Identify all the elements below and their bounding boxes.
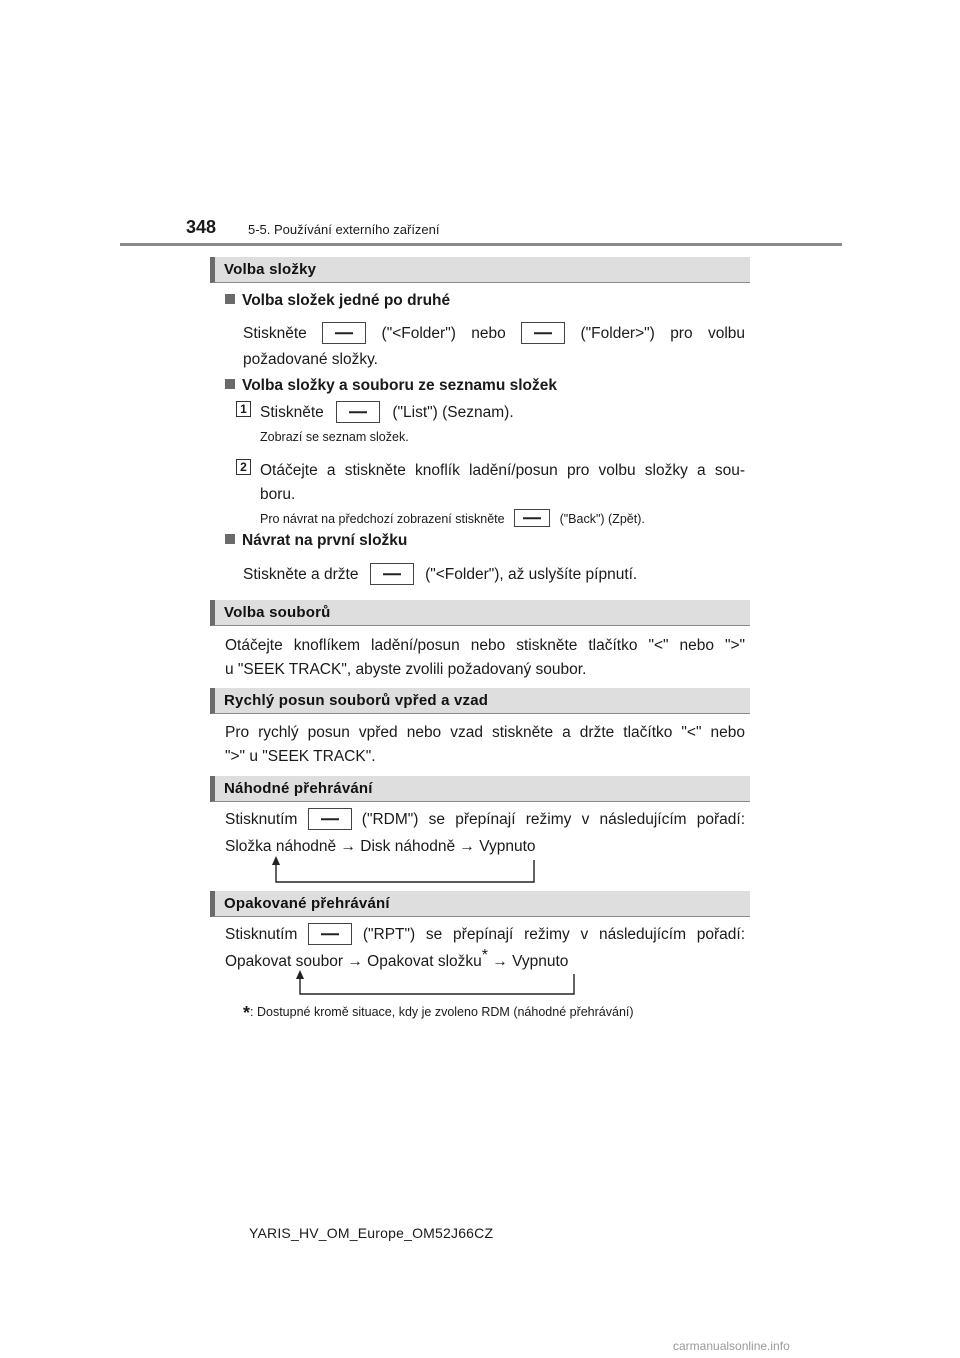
footnote: *: Dostupné kromě situace, kdy je zvoleno RDM (náhodné přehrávání) bbox=[243, 1003, 634, 1023]
paragraph-navrat: Stiskněte a držte ("<Folder"), až uslyšíte pípnutí. bbox=[243, 563, 637, 587]
square-bullet-icon bbox=[225, 294, 235, 304]
arrow-right-icon: → bbox=[459, 838, 475, 855]
section-bar-rychly-posun bbox=[210, 688, 750, 714]
page-number: 348 bbox=[186, 217, 217, 237]
header-rule bbox=[120, 243, 842, 246]
section-bar-opakovane bbox=[210, 891, 750, 917]
arrow-right-icon: → bbox=[347, 953, 363, 970]
footnote-marker: * bbox=[481, 946, 488, 964]
cycle-loop-arrow-icon bbox=[266, 856, 541, 886]
step-2-line-1: Otáčejte a stiskněte knoflík ladění/posun pro volbu složky a sou- bbox=[260, 462, 745, 479]
section-title: Náhodné přehrávání bbox=[224, 780, 373, 797]
paragraph-opakovane: Stisknutím ("RPT") se přepínají režimy v následujícím pořadí: bbox=[225, 923, 745, 947]
section-path: 5-5. Používání externího zařízení bbox=[248, 222, 440, 237]
sequence-opakovane: Opakovat soubor → Opakovat složku* → Vypnuto bbox=[225, 946, 569, 970]
section-title: Volba souborů bbox=[224, 604, 331, 621]
watermark: carmanualsonline.info bbox=[673, 1339, 790, 1353]
sequence-nahodne: Složka náhodně → Disk náhodně → Vypnuto bbox=[225, 838, 536, 855]
step-2-note: Pro návrat na předchozí zobrazení stiskněte ("Back") (Zpět). bbox=[260, 509, 645, 527]
square-bullet-icon bbox=[225, 379, 235, 389]
paragraph-volba-souboru: Otáčejte knoflíkem ladění/posun nebo stiskněte tlačítko "<" nebo ">" u "SEEK TRACK", abyste zvolili požadovaný soubor. bbox=[225, 637, 745, 678]
subheading-navrat: Návrat na první složku bbox=[225, 532, 407, 550]
arrow-right-icon: → bbox=[340, 838, 356, 855]
section-bar-volba-souboru bbox=[210, 600, 750, 626]
section-bar-nahodne bbox=[210, 776, 750, 802]
folder-prev-button-icon bbox=[322, 322, 366, 344]
step-number-2: 2 bbox=[236, 459, 251, 475]
paragraph-rychly-posun: Pro rychlý posun vpřed nebo vzad stiskněte a držte tlačítko "<" nebo ">" u "SEEK TRACK". bbox=[225, 724, 745, 765]
paragraph-nahodne: Stisknutím ("RDM") se přepínají režimy v následujícím pořadí: bbox=[225, 808, 745, 832]
back-button-icon bbox=[514, 509, 550, 527]
section-title: Opakované přehrávání bbox=[224, 895, 390, 912]
step-2-text bbox=[260, 459, 745, 507]
step-number-1: 1 bbox=[236, 401, 251, 417]
paragraph-volba-slozek-cont: požadované složky. bbox=[243, 351, 378, 368]
cycle-loop-arrow-icon bbox=[290, 970, 580, 1000]
arrow-right-icon: → bbox=[492, 953, 508, 970]
section-title: Rychlý posun souborů vpřed a vzad bbox=[224, 692, 489, 709]
rpt-button-icon bbox=[308, 923, 352, 945]
subheading-seznam-slozek: Volba složky a souboru ze seznamu složek bbox=[225, 377, 557, 395]
step-1-note: Zobrazí se seznam složek. bbox=[260, 430, 409, 444]
paragraph-volba-slozek: Stiskněte ("<Folder") nebo ("Folder>") pro volbu bbox=[243, 322, 745, 346]
list-button-icon bbox=[336, 401, 380, 423]
folder-next-button-icon bbox=[521, 322, 565, 344]
folder-prev-button-icon bbox=[370, 563, 414, 585]
footnote-star: * bbox=[243, 1003, 251, 1023]
doc-code: YARIS_HV_OM_Europe_OM52J66CZ bbox=[249, 1225, 494, 1241]
step-1-text: Stiskněte ("List") (Seznam). bbox=[260, 401, 514, 425]
section-bar-volba-slozky bbox=[210, 257, 750, 283]
section-title: Volba složky bbox=[224, 261, 317, 278]
step-2-line-2: boru. bbox=[260, 486, 296, 503]
square-bullet-icon bbox=[225, 534, 235, 544]
rdm-button-icon bbox=[308, 808, 352, 830]
subheading-volba-slozek: Volba složek jedné po druhé bbox=[225, 292, 450, 310]
